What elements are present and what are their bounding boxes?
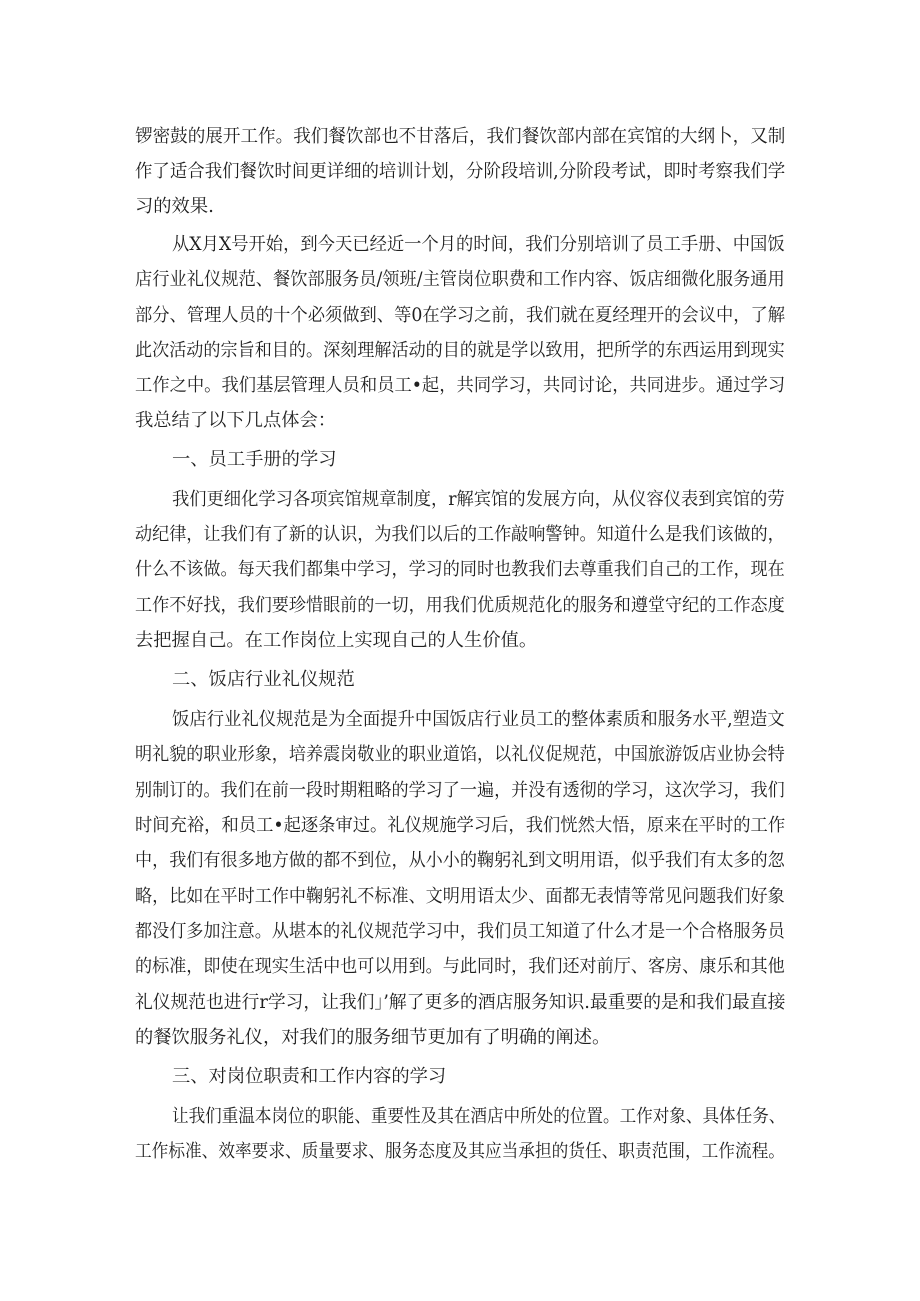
- body-text-line: 饭店行业礼仪规范是为全面提升中国饭店行业员工的整体素质和服务水平,塑造文: [172, 709, 785, 730]
- body-text-line: 工作之中。我们基层管理人员和员工•起，共同学习，共同讨论，共同进步。通过学习: [135, 375, 786, 396]
- body-text-line: 习的效果.: [135, 196, 214, 217]
- body-text-line: 从X月X号开始，到今天已经近一个月的时间，我们分别培训了员工手册、中国饭: [172, 234, 785, 255]
- body-text-line: 别制订的。我们在前一段时期粗略的学习了一遍，并没有透彻的学习，这次学习，我们: [135, 780, 785, 801]
- body-text-line: 的标准，即使在现实生活中也可以用到。与此同时，我们还对前厅、客房、康乐和其他: [135, 956, 785, 977]
- section-heading: 一、员工手册的学习: [172, 449, 337, 470]
- body-text-line: 工作标准、效率要求、质量要求、服务态度及其应当承担的货任、职责范围，工作流程。: [135, 1141, 785, 1162]
- body-text-line: 部分、管理人员的十个必须做到、等0在学习之前，我们就在夏经理开的会议中，了解: [135, 305, 786, 326]
- body-text-line: 让我们重温本岗位的职能、重要性及其在酒店中所处的位置。工作对象、具体任务、: [172, 1106, 786, 1127]
- body-text-line: 我总结了以下几点体会：: [135, 410, 337, 431]
- body-text-line: 此次活动的宗旨和目的。深刻理解活动的目的就是学以致用，把所学的东西运用到现实: [135, 340, 785, 361]
- body-text-line: 锣密鼓的展开工作。我们餐饮部也不甘落后，我们餐饮部内部在宾馆的大纲卜，又制: [135, 126, 786, 147]
- body-text-line: 礼仪规范也进行r学习，让我们」’解了更多的酒店服务知识.最重要的是和我们最直接: [135, 992, 786, 1013]
- body-text-line: 明礼貌的职业形象，培养震岗敬业的职业道馅，以礼仪促规范，中国旅游饭店业协会特: [135, 744, 785, 765]
- body-text-line: 都没仃多加注意。从堪本的礼仪规范学习中，我们员工知道了什么才是一个合格服务员: [135, 921, 785, 942]
- section-heading: 二、饭店行业礼仪规范: [172, 669, 355, 690]
- body-text-line: 我们更细化学习各项宾馆规章制度，r解宾馆的发展方向，从仪容仪表到宾馆的劳: [172, 489, 785, 510]
- body-text-line: 的餐饮服务礼仪，对我们的服务细节更加有了明确的阐述。: [135, 1027, 611, 1048]
- body-text-line: 略，比如在平时工作中鞠躬礼不标准、文明用语太少、面都无表情等常见问题我们好象: [135, 886, 785, 907]
- body-text-line: 去把握自己。在工作岗位上实现自己的人生价值。: [135, 630, 538, 651]
- body-text-line: 店行业礼仪规范、餐饮部服务员/领班/主管岗位职费和工作内容、饭店细微化服务通用: [135, 269, 785, 290]
- section-heading: 三、对岗位职责和工作内容的学习: [172, 1066, 447, 1087]
- body-text-line: 工作不好找，我们要珍惜眼前的一切，用我们优质规范化的服务和遵堂守纪的工作态度: [135, 595, 785, 616]
- body-text-line: 时间充裕，和员工•起逐条审过。礼仪规施学习后，我们恍然大悟，原来在平时的工作: [135, 815, 786, 836]
- body-text-line: 作了适合我们餐饮时间更详细的培训计划，分阶段培训,分阶段考试，即时考察我们学: [135, 161, 786, 182]
- body-text-line: 什么不该做。每天我们都集中学习，学习的同时也教我们去尊重我们自己的工作，现在: [135, 559, 785, 580]
- body-text-line: 中，我们有很多地方做的都不到位，从小小的鞠躬礼到文明用语，似乎我们有太多的忽: [135, 850, 785, 871]
- body-text-line: 动纪律，让我们有了新的认识，为我们以后的工作敲响警钟。知道什么是我们该做的，: [135, 524, 785, 545]
